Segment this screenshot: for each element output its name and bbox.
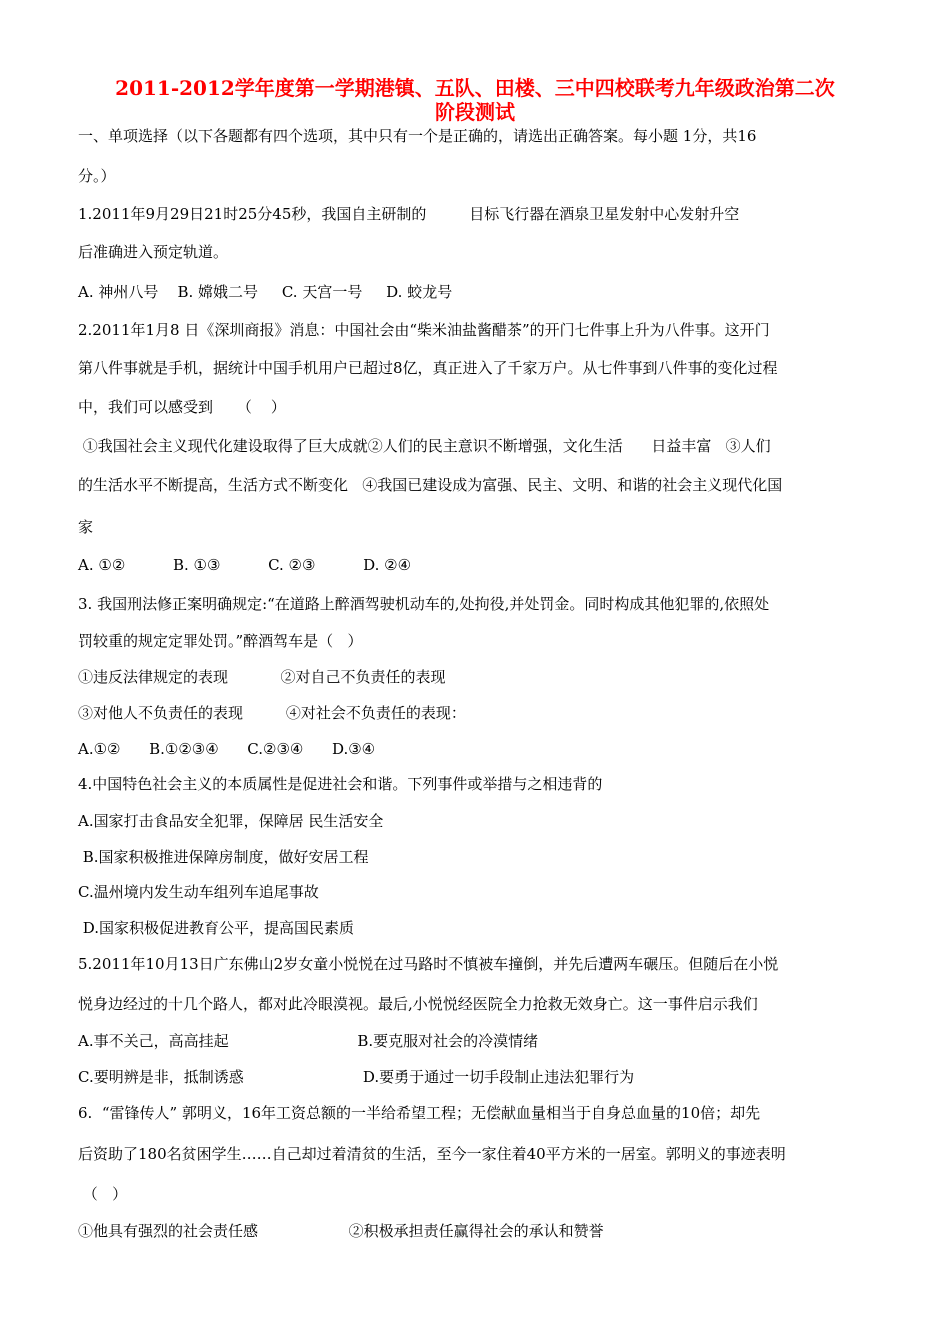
statement-line: ①他具有强烈的社会责任感 ②积极承担责任赢得社会的承认和赞誉 (78, 1222, 604, 1240)
question-3: 3. 我国刑法修正案明确规定:“在道路上醉酒驾驶机动车的,处拘役,并处罚金。同时构成其他犯罪的,依照处 (78, 595, 770, 613)
options-line: C.要明辨是非，抵制诱惑 D.要勇于通过一切手段制止违法犯罪行为 (78, 1068, 635, 1086)
question-5: 5.2011年10月13日广东佛山2岁女童小悦悦在过马路时不慎被车撞倒，并先后遭两车碾压。但随后在小悦 (78, 955, 779, 973)
option-line: C.温州境内发生动车组列车追尾事故 (78, 883, 319, 901)
option-line: A.国家打击食品安全犯罪，保障居 民生活安全 (78, 812, 384, 830)
document-title-line-2: 阶段测试 (435, 100, 515, 124)
question-6: 6. “雷锋传人” 郭明义，16年工资总额的一半给希望工程；无偿献血量相当于自身总血量的10倍；却先 (78, 1104, 761, 1122)
question-1: 1.2011年9月29日21时25分45秒，我国自主研制的 目标飞行器在酒泉卫星发射中心发射升空 (78, 205, 740, 223)
statement-line: ①我国社会主义现代化建设取得了巨大成就②人们的民主意识不断增强，文化生活 日益丰富 ③人们 (78, 437, 771, 455)
options-line: A. 神州八号 B. 嫦娥二号 C. 天宫一号 D. 蛟龙号 (78, 283, 453, 301)
text-line: 后资助了180名贫困学生……自己却过着清贫的生活，至今一家住着40平方米的一居室。郭明义的事迹表明 (78, 1145, 786, 1163)
question-4: 4.中国特色社会主义的本质属性是促进社会和谐。下列事件或举措与之相违背的 (78, 775, 603, 793)
options-line: A. ①② B. ①③ C. ②③ D. ②④ (78, 556, 412, 574)
options-line: A.事不关己，高高挂起 B.要克服对社会的冷漠情绪 (78, 1032, 539, 1050)
option-line: B.国家积极推进保障房制度，做好安居工程 (78, 848, 369, 866)
text-line: 中，我们可以感受到 （ ） (78, 398, 286, 416)
option-line: D.国家积极促进教育公平，提高国民素质 (78, 919, 355, 937)
text-line: （ ） (78, 1185, 128, 1203)
statement-line: ③对他人不负责任的表现 ④对社会不负责任的表现： (78, 704, 466, 722)
text-line: 悦身边经过的十几个路人，都对此冷眼漠视。最后,小悦悦经医院全力抢救无效身亡。这一事件启示我们 (78, 995, 758, 1013)
text-line: 第八件事就是手机，据统计中国手机用户已超过8亿，真正进入了千家万户。从七件事到八件事的变化过程 (78, 359, 778, 377)
document-title-line-1: 2011-2012学年度第一学期港镇、五队、田楼、三中四校联考九年级政治第二次 (115, 76, 835, 100)
text-line: 分。） (78, 167, 116, 185)
text-line: 的生活水平不断提高，生活方式不断变化 ④我国已建设成为富强、民主、文明、和谐的社会主义现代化国 (78, 476, 783, 494)
text-line: 后准确进入预定轨道。 (78, 243, 229, 261)
statement-line: ①违反法律规定的表现 ②对自己不负责任的表现 (78, 668, 446, 686)
section-heading: 一、单项选择（以下各题都有四个选项，其中只有一个是正确的，请选出正确答案。每小题 1分，共16 (78, 127, 757, 145)
text-line: 家 (78, 518, 94, 536)
question-2: 2.2011年1月8 日《深圳商报》消息：中国社会由“柴米油盐酱醋茶”的开门七件事上升为八件事。这开门 (78, 321, 770, 339)
options-line: A.①② B.①②③④ C.②③④ D.③④ (78, 740, 376, 758)
text-line: 罚较重的规定定罪处罚。”醉酒驾车是（ ） (78, 632, 363, 650)
